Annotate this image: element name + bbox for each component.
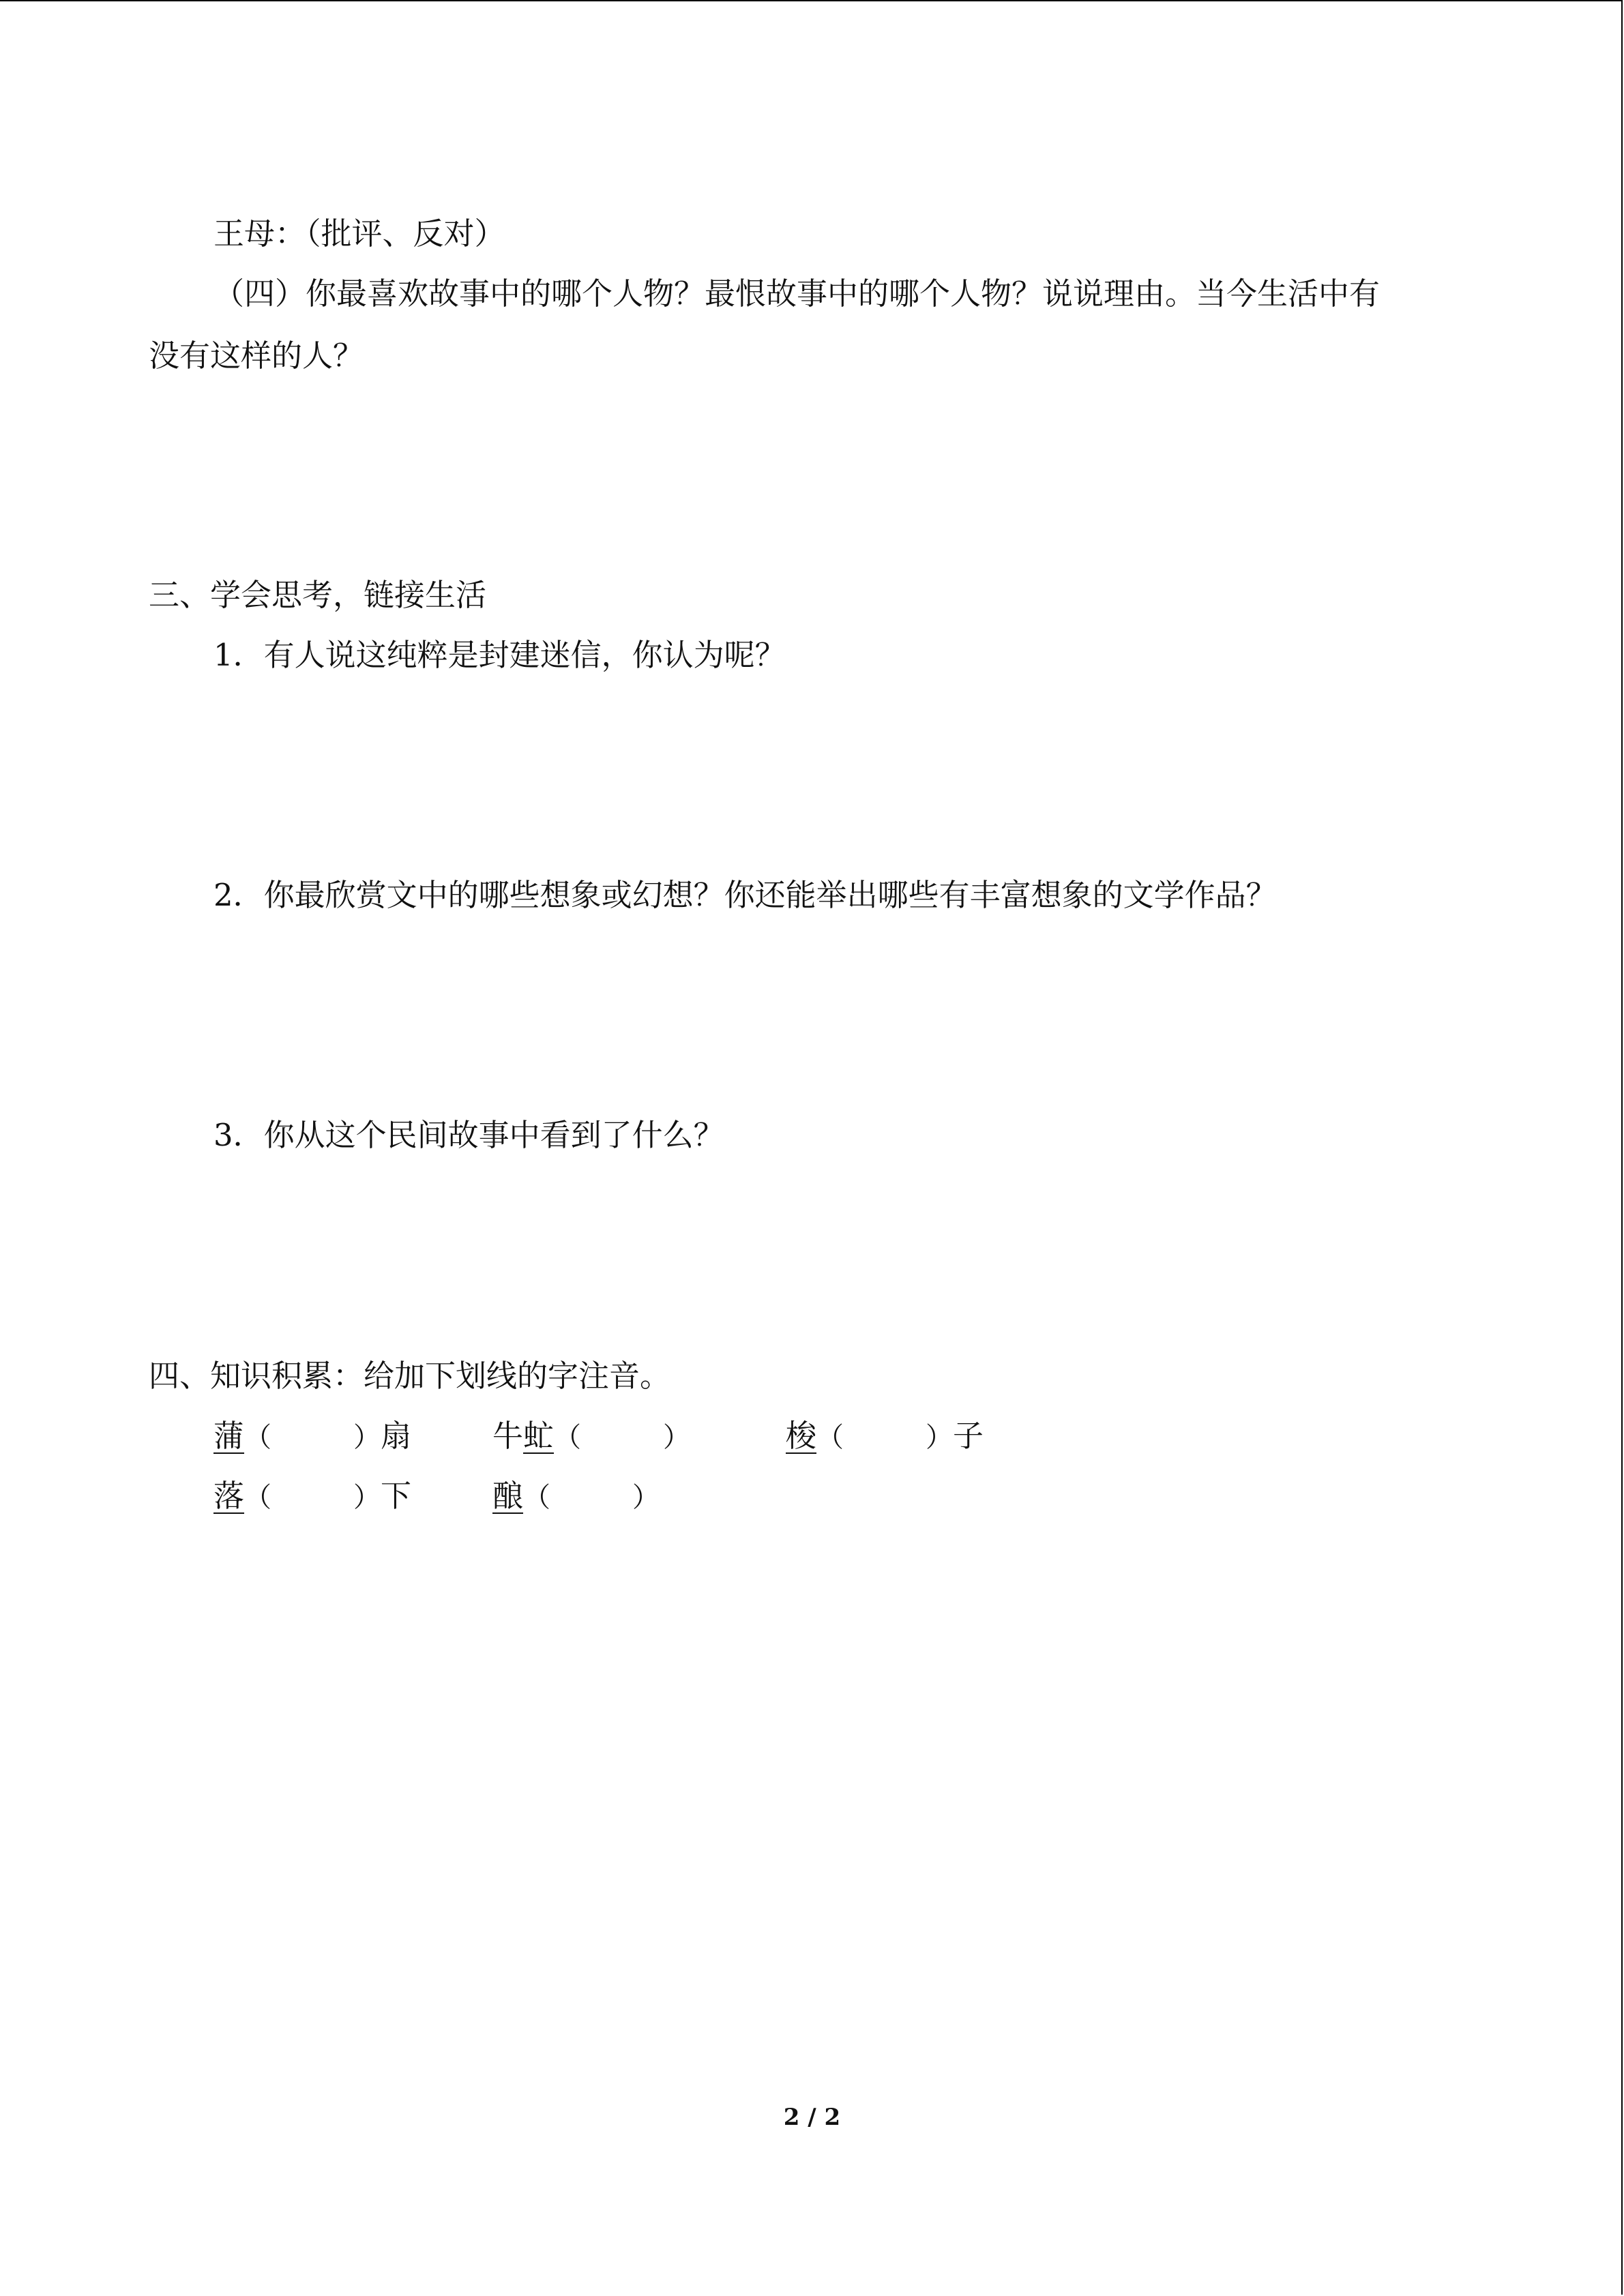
underlined-char: 虻 (523, 1418, 555, 1454)
question-4-line-1: （四）你最喜欢故事中的哪个人物？最恨故事中的哪个人物？说说理由。当今生活中有 (213, 275, 1381, 312)
close-paren: ） (353, 1422, 381, 1453)
underlined-char: 酿 (492, 1478, 524, 1514)
section-3-title: 三、学会思考，链接生活 (149, 577, 487, 613)
open-paren: （ (244, 1422, 272, 1453)
section-4-title: 四、知识积累：给加下划线的字注音。 (149, 1358, 671, 1394)
pinyin-item-luo (213, 1476, 411, 1518)
close-paren: ） (632, 1482, 660, 1513)
char-after: 子 (953, 1418, 984, 1454)
underlined-char: 蒲 (213, 1418, 245, 1454)
section-3-question-2: 2．你最欣赏文中的哪些想象或幻想？你还能举出哪些有丰富想象的文学作品？ (213, 877, 1277, 913)
char-after: 下 (381, 1478, 412, 1514)
pinyin-item-niang (492, 1476, 660, 1518)
dialogue-line-wangmu: 王母：（批评、反对） (213, 215, 505, 252)
char-after: 扇 (381, 1418, 412, 1454)
underlined-char: 梭 (786, 1418, 817, 1454)
underlined-char: 落 (213, 1478, 245, 1514)
open-paren: （ (816, 1422, 844, 1453)
open-paren: （ (554, 1422, 582, 1453)
close-paren: ） (663, 1422, 691, 1453)
pinyin-item-suo (786, 1416, 984, 1458)
char-before: 牛 (492, 1418, 524, 1454)
section-3-question-3: 3．你从这个民间故事中看到了什么？ (213, 1117, 724, 1153)
open-paren: （ (523, 1482, 551, 1513)
close-paren: ） (353, 1482, 381, 1513)
open-paren: （ (244, 1482, 272, 1513)
close-paren: ） (926, 1422, 954, 1453)
pinyin-item-pu (213, 1416, 411, 1458)
page-number: 2 / 2 (783, 2104, 841, 2131)
question-4-line-2: 没有这样的人？ (149, 338, 364, 374)
section-3-question-1: 1．有人说这纯粹是封建迷信，你认为呢？ (213, 637, 786, 673)
pinyin-item-meng (492, 1416, 690, 1458)
